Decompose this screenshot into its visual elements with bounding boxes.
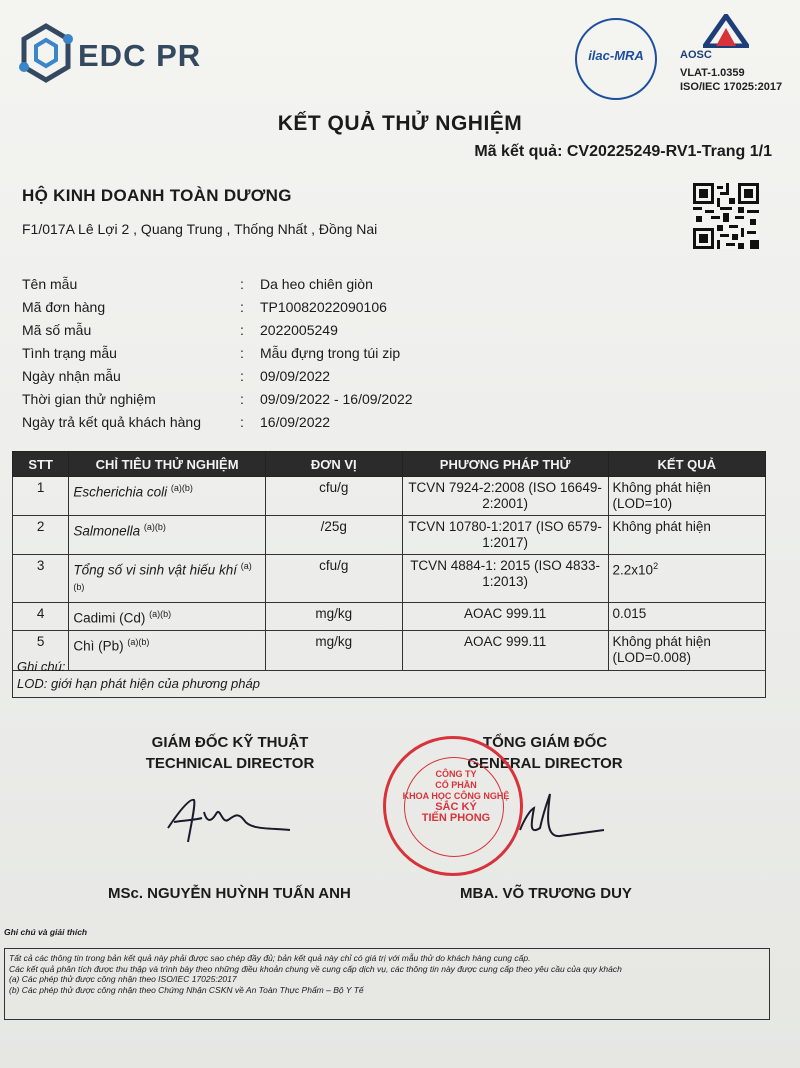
table-row: 3 Tổng số vi sinh vật hiếu khí $^{(a) (b)}$ cfu/g TCVN 4884-1: 2015 (ISO 4833-1:2013) $2.2x10^2$ xyxy=(13,555,766,603)
aosc-standard: ISO/IEC 17025:2017 xyxy=(680,81,783,93)
customer-address: F1/017A Lê Lợi 2 , Quang Trung , Thống Nhất , Đồng Nai xyxy=(22,221,378,237)
table-row: 1 Escherichia coli $^{(a)(b)}$ cfu/g TCVN 7924-2:2008 (ISO 16649-2:2001) Không phát hiện (LOD=10) xyxy=(13,477,766,516)
info-row-sample-code: Mã số mẫu : 2022005249 xyxy=(22,321,338,338)
qr-code-icon[interactable] xyxy=(693,183,759,249)
footer-line: Các kết quả phân tích được thu thập và trình bày theo những điều khoản chung về cung cấp dịch vụ, các thông tin này được cung cấp theo yêu cầu của quy khách xyxy=(9,963,622,974)
ilac-mra-logo xyxy=(575,18,657,100)
info-row-order-code: Mã đơn hàng : TP10082022090106 xyxy=(22,298,387,315)
table-header-row xyxy=(13,452,766,477)
notes-lod: LOD: giới hạn phát hiện của phương pháp xyxy=(17,676,260,691)
aosc-triangle-icon xyxy=(703,14,749,48)
footer-heading: Ghi chú và giải thích xyxy=(4,927,88,937)
info-row-return-date: Ngày trả kết quả khách hàng : 16/09/2022 xyxy=(22,413,331,430)
company-logo-text: EDC PR xyxy=(78,38,202,73)
left-signatory-title: GIÁM ĐỐC KỸ THUẬT TECHNICAL DIRECTOR xyxy=(145,734,315,772)
col-header-result: KẾT QUẢ xyxy=(608,452,765,477)
result-code: Mã kết quả: CV20225249-RV1-Trang 1/1 xyxy=(474,143,772,160)
info-row-received-date: Ngày nhận mẫu : 09/09/2022 xyxy=(22,367,331,384)
right-signatory-name: MBA. VÕ TRƯƠNG DUY xyxy=(460,885,632,902)
edc-hexagon-logo-icon xyxy=(18,22,74,86)
report-title: KẾT QUẢ THỬ NGHIỆM xyxy=(277,112,523,135)
col-header-unit: ĐƠN VỊ xyxy=(265,452,402,477)
sample-info-list xyxy=(22,272,622,433)
right-signatory-title: TỔNG GIÁM ĐỐC GENERAL DIRECTOR xyxy=(467,734,623,772)
footer-line: Tất cả các thông tin trong bản kết quả này phải được sao chép đầy đủ; bản kết quả này chỉ có giá trị với mẫu thử do khách hàng cung cấp. xyxy=(9,953,531,963)
col-header-test: CHỈ TIÊU THỬ NGHIỆM xyxy=(69,452,265,477)
results-table xyxy=(12,451,766,671)
col-header-method: PHƯƠNG PHÁP THỬ xyxy=(402,452,608,477)
aosc-label: AOSC xyxy=(680,49,712,61)
table-row: 5 Chì (Pb) $^{(a)(b)}$ mg/kg AOAC 999.11 Không phát hiện (LOD=0.008) xyxy=(13,630,766,670)
ilac-mra-label: ilac-MRA xyxy=(588,48,644,63)
col-header-stt: STT xyxy=(13,452,69,477)
left-signatory-name: MSc. NGUYỄN HUỲNH TUẤN ANH xyxy=(108,885,351,902)
notes-label: Ghi chú: xyxy=(17,659,66,674)
footer-line: (b) Các phép thử được công nhận theo Chứng Nhận CSKN về An Toàn Thực Phẩm – Bộ Y Tế xyxy=(9,984,364,995)
notes-box xyxy=(12,656,766,698)
left-signature-icon xyxy=(160,790,300,850)
info-row-sample-condition: Tình trạng mẫu : Mẫu đựng trong túi zip xyxy=(22,344,401,361)
customer-name: HỘ KINH DOANH TOÀN DƯƠNG xyxy=(22,186,292,205)
footer-notes xyxy=(4,948,770,1020)
footer-line: (a) Các phép thử được công nhận theo ISO/IEC 17025:2017 xyxy=(9,974,237,984)
info-row-sample-name: Tên mẫu : Da heo chiên giòn xyxy=(22,275,373,292)
table-row: 4 Cadimi (Cd) $^{(a)(b)}$ mg/kg AOAC 999.11 0.015 xyxy=(13,603,766,631)
table-row: 2 Salmonella $^{(a)(b)}$ /25g TCVN 10780-1:2017 (ISO 6579-1:2017) Không phát hiện xyxy=(13,516,766,555)
info-row-test-period: Thời gian thử nghiệm : 09/09/2022 - 16/09/2022 xyxy=(22,390,413,407)
aosc-code: VLAT-1.0359 xyxy=(680,67,745,79)
company-stamp: CÔNG TY CỔ PHẦN KHOA HỌC CÔNG NGHỆ SẮC KÝ TIẾN PHONG xyxy=(383,736,523,876)
